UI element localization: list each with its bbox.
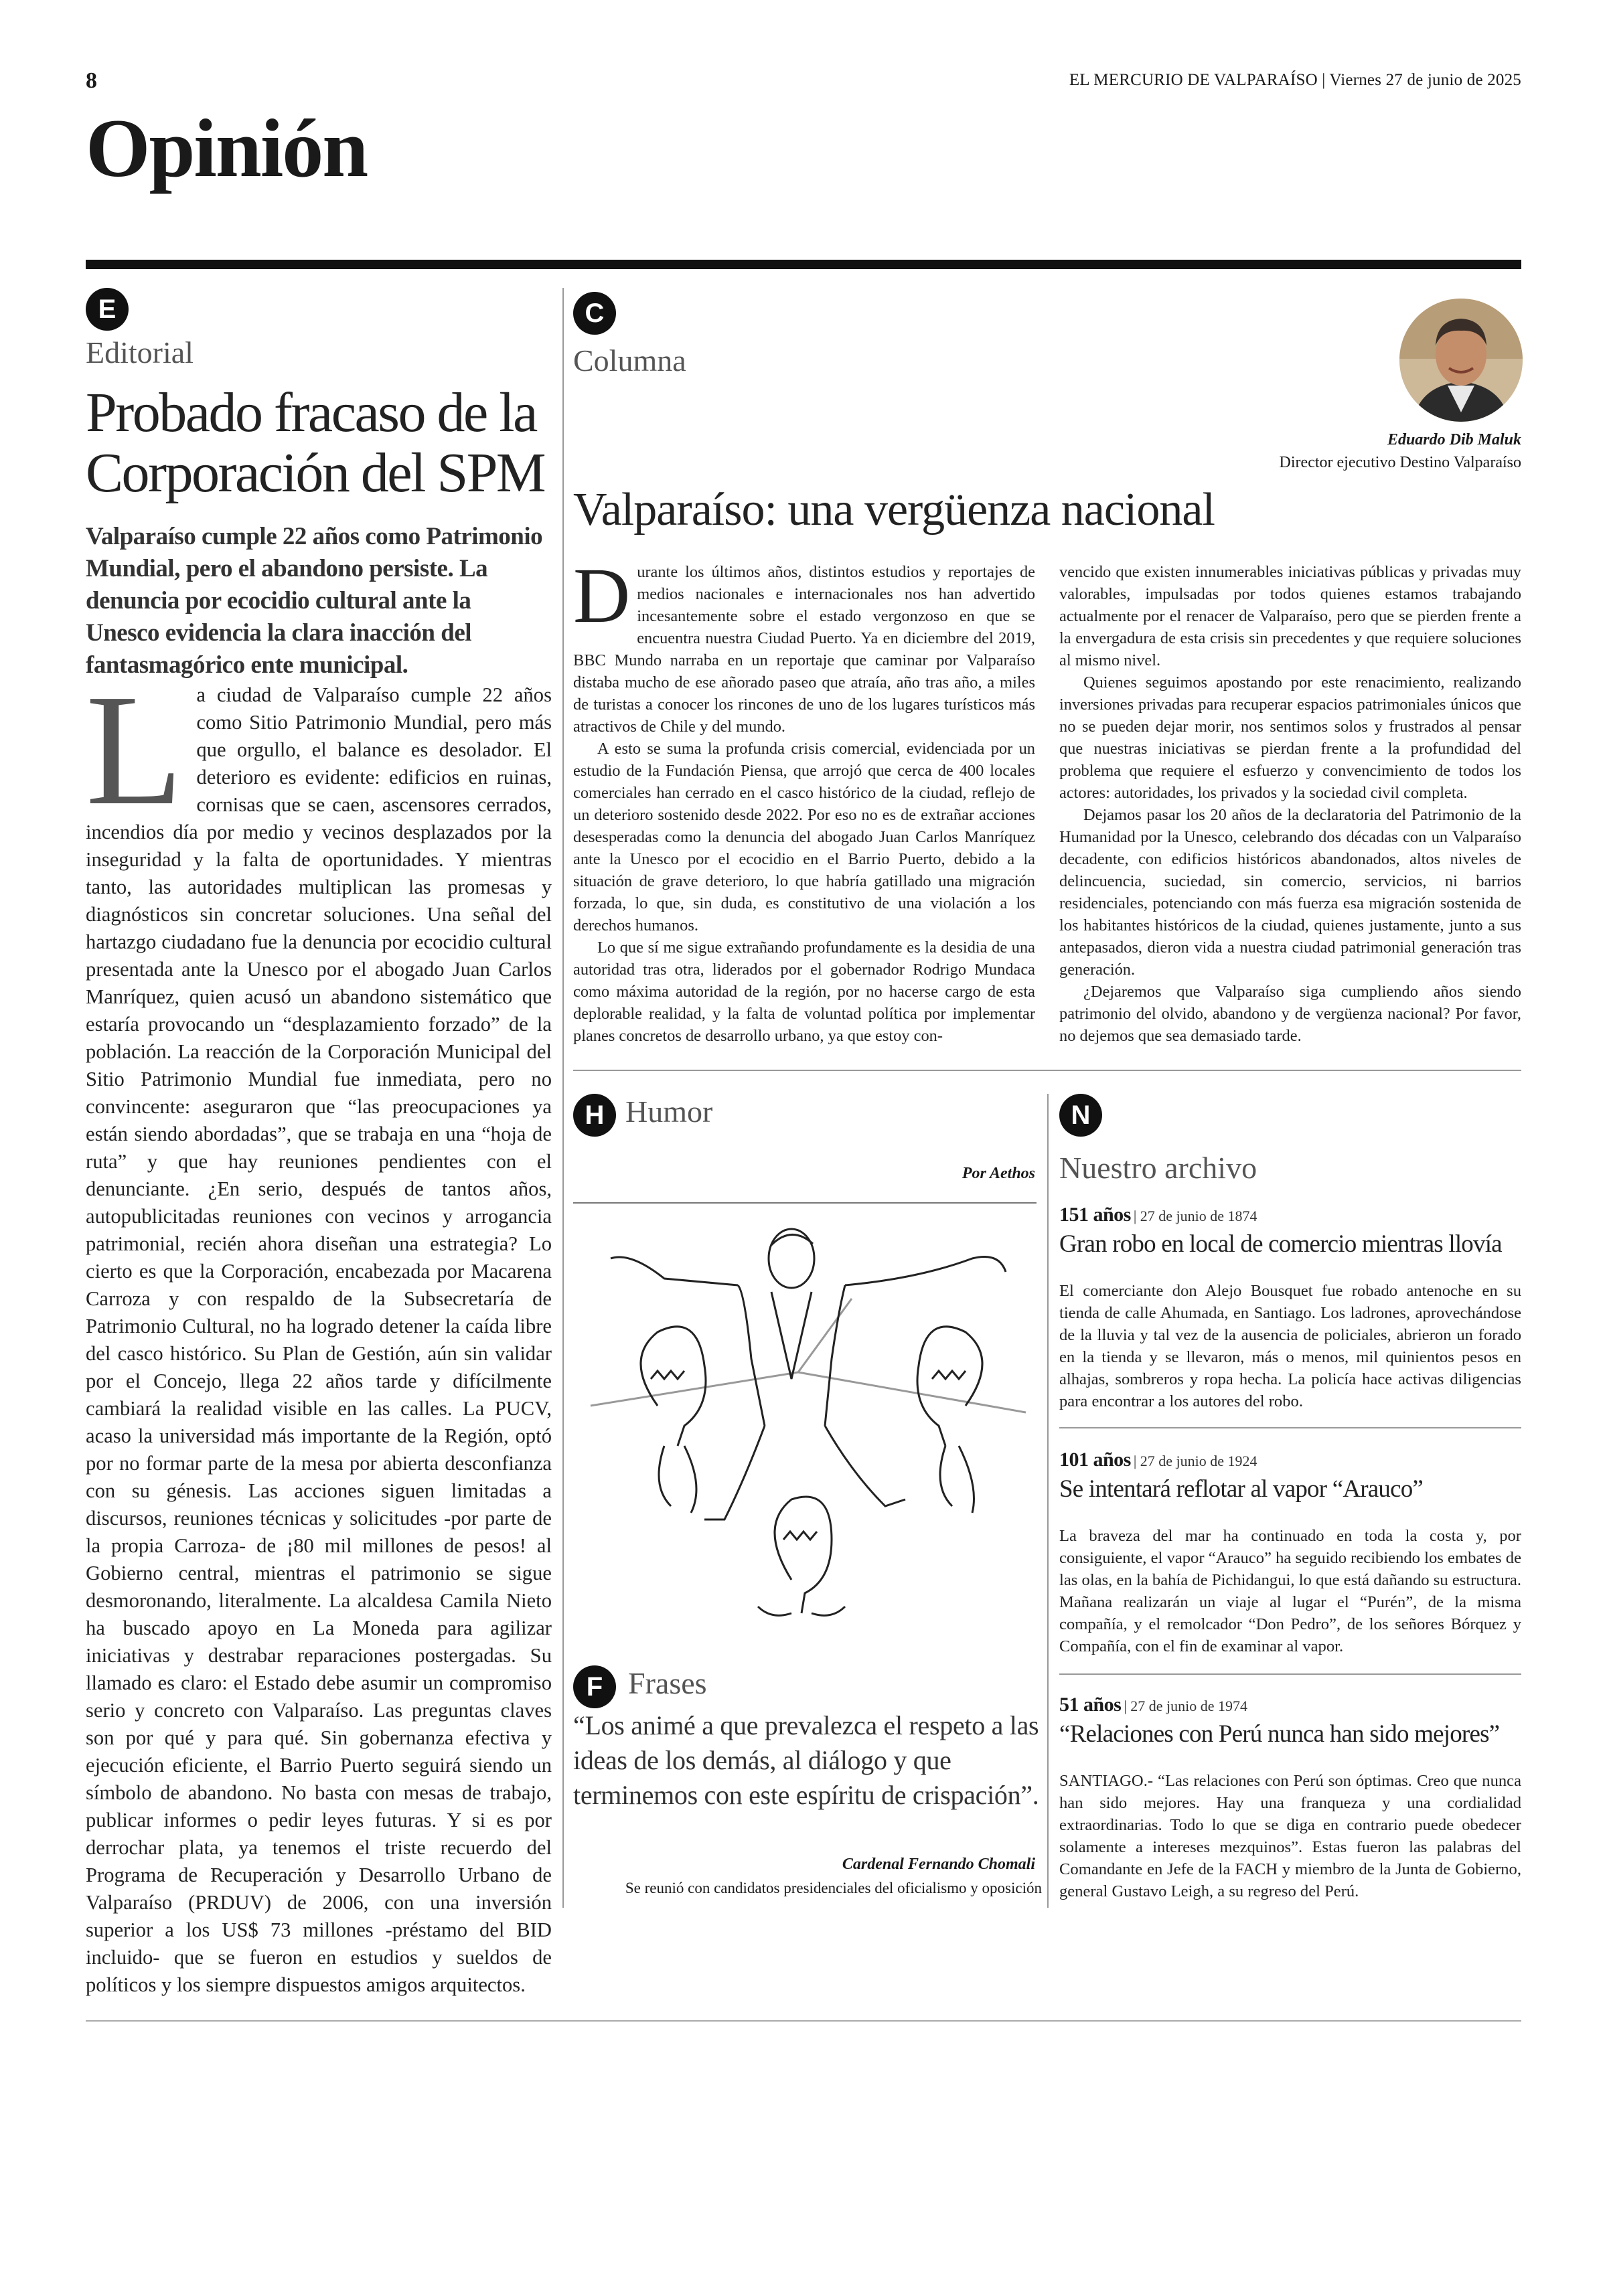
humor-kicker: Humor — [625, 1094, 713, 1129]
column-divider — [562, 288, 564, 1908]
editorial-headline: Probado fracaso de la Corporación del SPM — [86, 382, 545, 504]
archivo-headline: “Relaciones con Perú nunca han sido mejores” — [1059, 1720, 1500, 1748]
editorial-kicker: Editorial — [86, 335, 194, 370]
frases-author: Cardenal Fernando Chomali — [842, 1856, 1035, 1873]
author-block — [1280, 428, 1521, 474]
masthead: EL MERCURIO DE VALPARAÍSO | Viernes 27 de junio de 2025 — [1069, 71, 1521, 89]
column-headline: Valparaíso: una vergüenza nacional — [573, 484, 1215, 536]
column-paragraph: A esto se suma la profunda crisis comercial, evidenciada por un estudio de la Fundación Piensa, que arrojó que cerca de 400 locales comerciales han cerrado en el casco histórico de la ciudad, reflejo de un deterioro sostenido desde 2022. Por eso no es de extrañar acciones desesperadas como la denuncia del abogado Juan Carlos Manríquez ante la Unesco por el ecocidio en el Barrio Puerto, debido a la situación de grave deterioro, lo que habría gatillado una migración forzada, lo que, sin duda, es constitutivo de una violación a los derechos humanos. — [573, 740, 1035, 934]
editorial-badge: E — [86, 288, 129, 331]
archivo-years: 101 años — [1059, 1449, 1131, 1471]
column-kicker: Columna — [573, 343, 686, 378]
column-paragraph: vencido que existen innumerables iniciativas públicas y privadas muy valorables, impulsadas por todos quienes estamos trabajando actualmente por el renacer de Valparaíso, pero que se pierden frente a la envergadura de esta crisis sin precedentes y que requiere soluciones al mismo nivel. — [1059, 563, 1521, 669]
frases-badge: F — [573, 1665, 616, 1708]
column-paragraph: Quienes seguimos apostando por este renacimiento, realizando inversiones privadas para recuperar espacios patrimoniales únicos que no se pueden dejar morir, nos sentimos solos y frustrados al pensar que nuestras iniciativas se pierdan frente a la profundidad del problema que requiere el esfuerzo y convencimiento de todos los actores: autoridades, los privados y la sociedad civil completa. — [1059, 673, 1521, 802]
archivo-body: SANTIAGO.- “Las relaciones con Perú son óptimas. Creo que nunca han sido mejores. Hay una franqueza y una cordialidad extraordinarias. Todo lo que se diga en contrario puede obedecer solamente a intereses mezquinos”. Estas fueron las palabras del Comandante en Jefe de la FACH y miembro de la Junta de Gobierno, general Gustavo Leigh, a su regreso del Perú. — [1059, 1772, 1521, 1900]
column-bottom-rule — [573, 1070, 1521, 1071]
author-name: Eduardo Dib Maluk — [1387, 431, 1521, 448]
column-drop-cap: D — [573, 552, 631, 639]
editorial-body — [86, 662, 552, 1999]
frases-quote: “Los animé a que prevalezca el respeto a las ideas de los demás, al diálogo y que terminemos con este espíritu de crispación”. — [573, 1710, 1039, 1810]
archivo-years: 151 años — [1059, 1204, 1131, 1226]
archivo-rule — [1059, 1427, 1521, 1428]
humor-credit: Por Aethos — [962, 1165, 1035, 1182]
editorial-text: a ciudad de Valparaíso cumple 22 años como Sitio Patrimonio Mundial, pero más que orgullo, el balance es desolador. El deterioro es evidente: edificios en ruinas, cornisas que se caen, ascensores cerrados, incendios día por medio y vecinos desplazados por la inseguridad y la falta de oportunidades. Y mientras tanto, las autoridades multiplican las promesas y diagnósticos sin concretar soluciones. Una señal del hartazgo ciudadano fue la denuncia por ecocidio cultural presentada ante la Unesco por el abogado Juan Carlos Manríquez, quien acusó un abandono sistemático que estaría provocando un “desplazamiento forzado” de la población. La reacción de la Corporación Municipal del Sitio Patrimonio Mundial fue inmediata, pero no convincente: aseguraron que “las preocupaciones ya están siendo abordadas”, que se trabaja en una “hoja de ruta” y que hay reuniones pendientes con el denunciante. ¿En serio, después de tantos años, autopublicitadas reuniones con vecinos y arrogancia patrimonial, recién ahora diseñan una estrategia? Lo cierto es que la Corporación, encabezada por Macarena Carroza y con respaldo de la Subsecretaría de Patrimonio Cultural, no ha logrado detener la caída libre del casco histórico. Su Plan de Gestión, aún sin validar por el Concejo, llega 22 años tarde y difícilmente cambiará la realidad visible en las calles. La PUCV, acaso la universidad más importante de la Región, optó por no formar parte de la mesa por abierta desconfianza con su génesis. Las acciones siguen limitadas a discursos, reuniones técnicas y solicitudes -por parte de la propia Carroza- de ¡80 mil millones de pesos! al Gobierno central, mientras el patrimonio se sigue desmoronando, literalmente. La alcaldesa Camila Nieto ha buscado apoyo en La Moneda para agilizar iniciativas y destrabar reparaciones postergadas. Su llamado es claro: el Estado debe asumir un compromiso serio y concreto con Valparaíso. Las preguntas claves son por qué y para qué. Sin gobernanza efectiva y ejecución eficiente, el Barrio Puerto seguirá siendo un símbolo de abandono. No basta con mesas de trabajo, publicar informes o pedir leyes futuras. Y si es por derrochar plata, ya tenemos el triste recuerdo del Programa de Recuperación y Desarrollo Urbano de Valparaíso (PRDUV) de 2006, con una inversión superior a los US$ 73 millones -préstamo del BID incluido- que se fueron en estudios y sueldos de políticos y los siempre dispuestos amigos arquitectos. — [86, 683, 552, 1996]
editorial-drop-cap: L — [86, 662, 183, 838]
top-rule — [86, 260, 1521, 269]
column-paragraph: Dejamos pasar los 20 años de la declaratoria del Patrimonio de la Humanidad por la Unesco, celebrando dos décadas con un Valparaíso decadente, con edificios históricos abandonados, altos niveles de delincuencia, suciedad, sin comercio, servicios, ni barrios residenciales, potenciando con más fuerza esa migración sostenida de los habitantes históricos de la ciudad, quienes justamente, junto a sus antepasados, dieron vida a nuestra ciudad patrimonial generación tras generación. — [1059, 806, 1521, 979]
column-paragraph: Lo que sí me sigue extrañando profundamente es la desidia de una autoridad tras otra, liderados por el gobernador Rodrigo Mundaca como máxima autoridad de la región, por no hacerse cargo de esta deplorable realidad, y la falta de voluntad política por implementar planes concretos de desarrollo urbano, ya que estoy con- — [573, 938, 1035, 1045]
archivo-headline: Gran robo en local de comercio mientras llovía — [1059, 1230, 1502, 1258]
archivo-date: | 27 de junio de 1924 — [1133, 1453, 1257, 1469]
editorial-lead: Valparaíso cumple 22 años como Patrimonio Mundial, pero el abandono persiste. La denuncia por ecocidio cultural ante la Unesco evidencia la clara inacción del fantasmagórico ente municipal. — [86, 523, 543, 679]
column-body-left — [573, 552, 1035, 1047]
column-body-right — [1059, 561, 1521, 1047]
frases-context: Se reunió con candidatos presidenciales del oficialismo y oposición — [625, 1880, 1042, 1896]
archivo-rule — [1059, 1673, 1521, 1675]
archivo-item — [1059, 1449, 1521, 1657]
frases-kicker: Frases — [628, 1666, 707, 1700]
humor-top-rule — [573, 1202, 1037, 1204]
archivo-item — [1059, 1694, 1521, 1902]
author-photo — [1399, 299, 1523, 422]
archivo-kicker: Nuestro archivo — [1059, 1151, 1257, 1185]
archivo-divider — [1047, 1094, 1049, 1908]
humor-cartoon — [570, 1205, 1039, 1633]
author-role: Director ejecutivo Destino Valparaíso — [1279, 454, 1521, 471]
archivo-headline: Se intentará reflotar al vapor “Arauco” — [1059, 1475, 1424, 1503]
archivo-years: 51 años — [1059, 1694, 1122, 1716]
archivo-body: El comerciante don Alejo Bousquet fue robado antenoche en su tienda de calle Ahumada, en Santiago. Los ladrones, aprovechándose de la lluvia y tal vez de la ausencia de policiales, abrieron un forado en la tienda y se llevaron, más o menos, mil quinientos pesos en alhajas, sombreros y ropa hecha. La policía hace activas diligencias para encontrar a los autores del robo. — [1059, 1282, 1521, 1410]
column-badge: C — [573, 292, 616, 335]
archivo-body: La braveza del mar ha continuado en toda la costa y, por consiguiente, el vapor “Arauco” ha seguido recibiendo los embates de las olas, en la bahía de Pichidangui, lo que está dañando su estructura. Mañana realizarán un viaje al lugar el “Purén”, de la misma compañía, y el remolcador “Don Pedro”, de los señores Bórquez y Compañía, con el fin de examinar al vapor. — [1059, 1527, 1521, 1655]
page-number: 8 — [86, 68, 97, 93]
column-paragraph: ¿Dejaremos que Valparaíso siga cumpliendo años siendo patrimonio del olvido, abandono y de vergüenza nacional? Por favor, no dejemos que sea demasiado tarde. — [1059, 983, 1521, 1045]
archivo-date: | 27 de junio de 1874 — [1133, 1208, 1257, 1224]
archivo-date: | 27 de junio de 1974 — [1124, 1698, 1248, 1714]
column-paragraph: Durante los últimos años, distintos estudios y reportajes de medios nacionales e internacionales nos han advertido incesantemente sobre el estado vergonzoso en que se encuentra nuestra Ciudad Puerto. Ya en diciembre del 2019, BBC Mundo narraba en un reportaje que caminar por Valparaíso distaba mucho de ese añorado paseo que atraía, año tras año, a miles de turistas a conocer los rincones de uno de los lugares turísticos más atractivos de Chile y del mundo. — [573, 552, 1035, 736]
humor-badge: H — [573, 1094, 616, 1137]
archivo-item — [1059, 1204, 1521, 1412]
archivo-badge: N — [1059, 1094, 1102, 1137]
section-title: Opinión — [86, 102, 368, 194]
bottom-rule — [86, 2020, 1521, 2022]
